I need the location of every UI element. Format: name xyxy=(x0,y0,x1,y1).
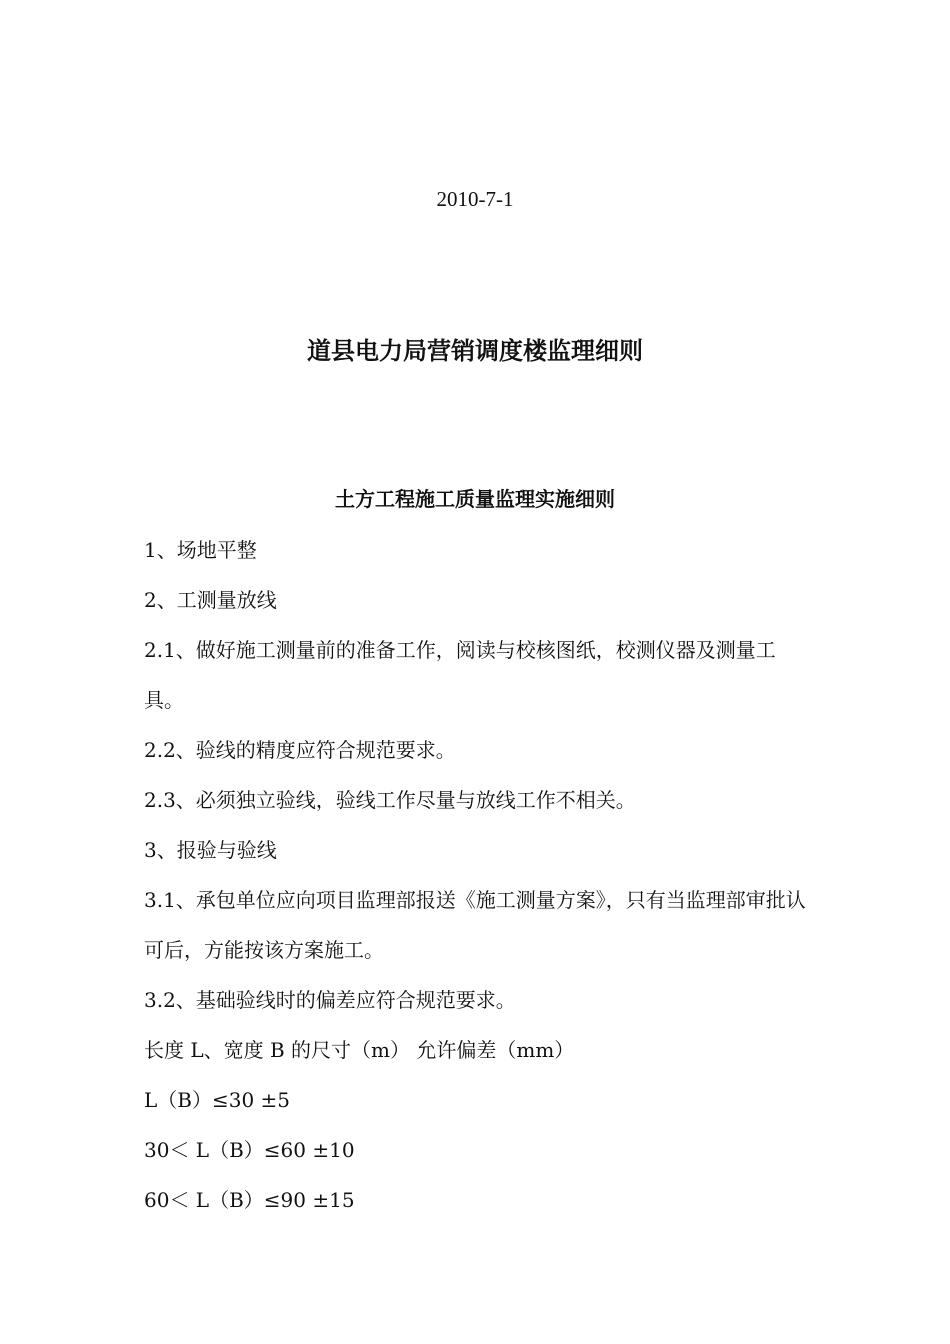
paragraph-foundation-deviation: 3.2、基础验线时的偏差应符合规范要求。 xyxy=(144,988,516,1012)
paragraph-site-leveling: 1、场地平整 xyxy=(144,538,257,562)
document-title: 道县电力局营销调度楼监理细则 xyxy=(307,336,643,365)
document-body xyxy=(144,525,812,1225)
paragraph-survey-plan: 3.1、承包单位应向项目监理部报送《施工测量方案》，只有当监理部审批认可后，方能按该方案施工。 xyxy=(144,888,806,962)
tolerance-row: L（B）≤30 ±5 xyxy=(144,1088,291,1112)
paragraph-accuracy: 2.2、验线的精度应符合规范要求。 xyxy=(144,738,456,762)
paragraph-survey-setout: 2、工测量放线 xyxy=(144,588,277,612)
tolerance-header: 长度 L、宽度 B 的尺寸（m） 允许偏差（mm） xyxy=(144,1038,575,1062)
section-title: 土方工程施工质量监理实施细则 xyxy=(335,487,615,511)
tolerance-row: 30＜ L（B）≤60 ±10 xyxy=(144,1138,355,1162)
paragraph-inspection: 3、报验与验线 xyxy=(144,838,277,862)
paragraph-independent-check: 2.3、必须独立验线，验线工作尽量与放线工作不相关。 xyxy=(144,788,636,812)
paragraph-survey-preparation: 2.1、做好施工测量前的准备工作，阅读与校核图纸，校测仪器及测量工具。 xyxy=(144,638,776,712)
tolerance-row: 60＜ L（B）≤90 ±15 xyxy=(144,1188,355,1212)
document-date: 2010-7-1 xyxy=(436,187,514,211)
